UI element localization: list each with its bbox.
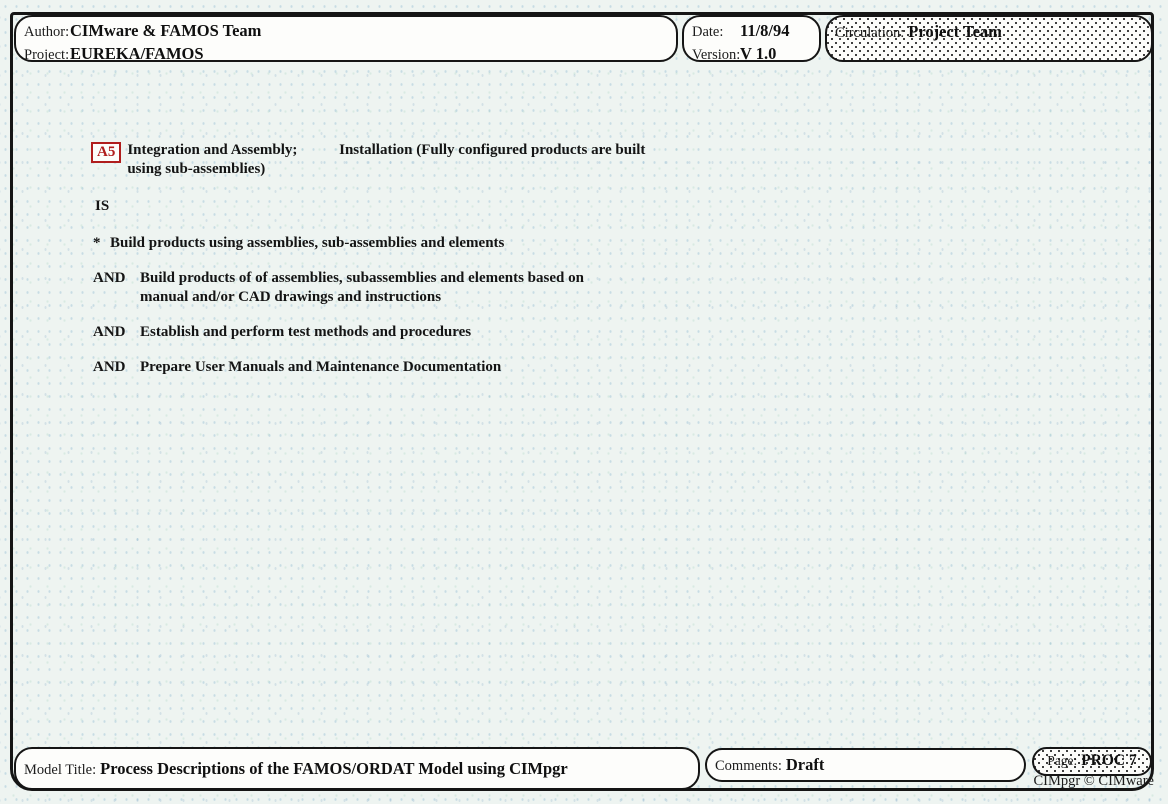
circulation-value: Project Team <box>908 22 1002 41</box>
author-value: CIMware & FAMOS Team <box>70 21 262 40</box>
version-row <box>692 43 819 66</box>
item-text: Establish and perform test methods and procedures <box>140 324 472 340</box>
item-marker: AND <box>93 324 126 340</box>
model-title-value: Process Descriptions of the FAMOS/ORDAT Model using CIMpgr <box>100 759 568 778</box>
page-value: PROC 7 <box>1081 752 1137 769</box>
node-id-box: A5 <box>91 142 121 163</box>
model-title-box <box>14 747 700 790</box>
author-row <box>24 20 676 43</box>
item-text: Build products of of assemblies, subassemblies and elements based on manual and/or CAD drawings and instructions <box>140 270 584 305</box>
node-title-row <box>91 141 671 179</box>
circulation-label: Circulation: <box>835 25 905 41</box>
project-label: Project: <box>24 47 70 63</box>
copyright-note: CIMpgr © CIMware <box>1033 773 1154 789</box>
item-marker: AND <box>93 270 126 286</box>
comments-label: Comments: <box>715 758 782 774</box>
version-label: Version: <box>692 47 741 63</box>
node-title <box>127 141 671 179</box>
date-version-box <box>682 15 821 62</box>
page-label: Page: <box>1047 753 1078 768</box>
comments-row <box>715 754 1024 777</box>
requirement-item <box>91 323 471 342</box>
circulation-box <box>825 15 1153 62</box>
is-keyword: IS <box>95 198 110 214</box>
requirement-item <box>91 269 584 307</box>
node-title-line2: Installation (Fully configured products are built using sub-assemblies) <box>127 142 646 177</box>
date-label: Date: <box>692 24 724 40</box>
date-value: 11/8/94 <box>740 21 790 40</box>
comments-value: Draft <box>785 755 825 774</box>
version-value: V 1.0 <box>740 44 777 63</box>
item-text: Prepare User Manuals and Maintenance Documentation <box>140 359 502 375</box>
page-border-frame <box>10 12 1154 791</box>
item-marker: * <box>93 235 101 251</box>
model-title-label: Model Title: <box>24 762 97 778</box>
author-label: Author: <box>24 24 70 40</box>
project-row <box>24 43 676 66</box>
requirement-item <box>91 358 501 377</box>
date-row <box>692 20 819 43</box>
node-title-line1: Integration and Assembly; <box>127 142 298 158</box>
author-project-box <box>14 15 678 62</box>
item-text: Build products using assemblies, sub-assemblies and elements <box>110 235 505 251</box>
page-number-box <box>1032 747 1152 776</box>
model-title-row <box>24 758 698 781</box>
circulation-row <box>835 21 1151 44</box>
item-marker: AND <box>93 359 126 375</box>
project-value: EUREKA/FAMOS <box>70 44 204 63</box>
comments-box <box>705 748 1026 782</box>
requirement-item <box>91 234 504 253</box>
